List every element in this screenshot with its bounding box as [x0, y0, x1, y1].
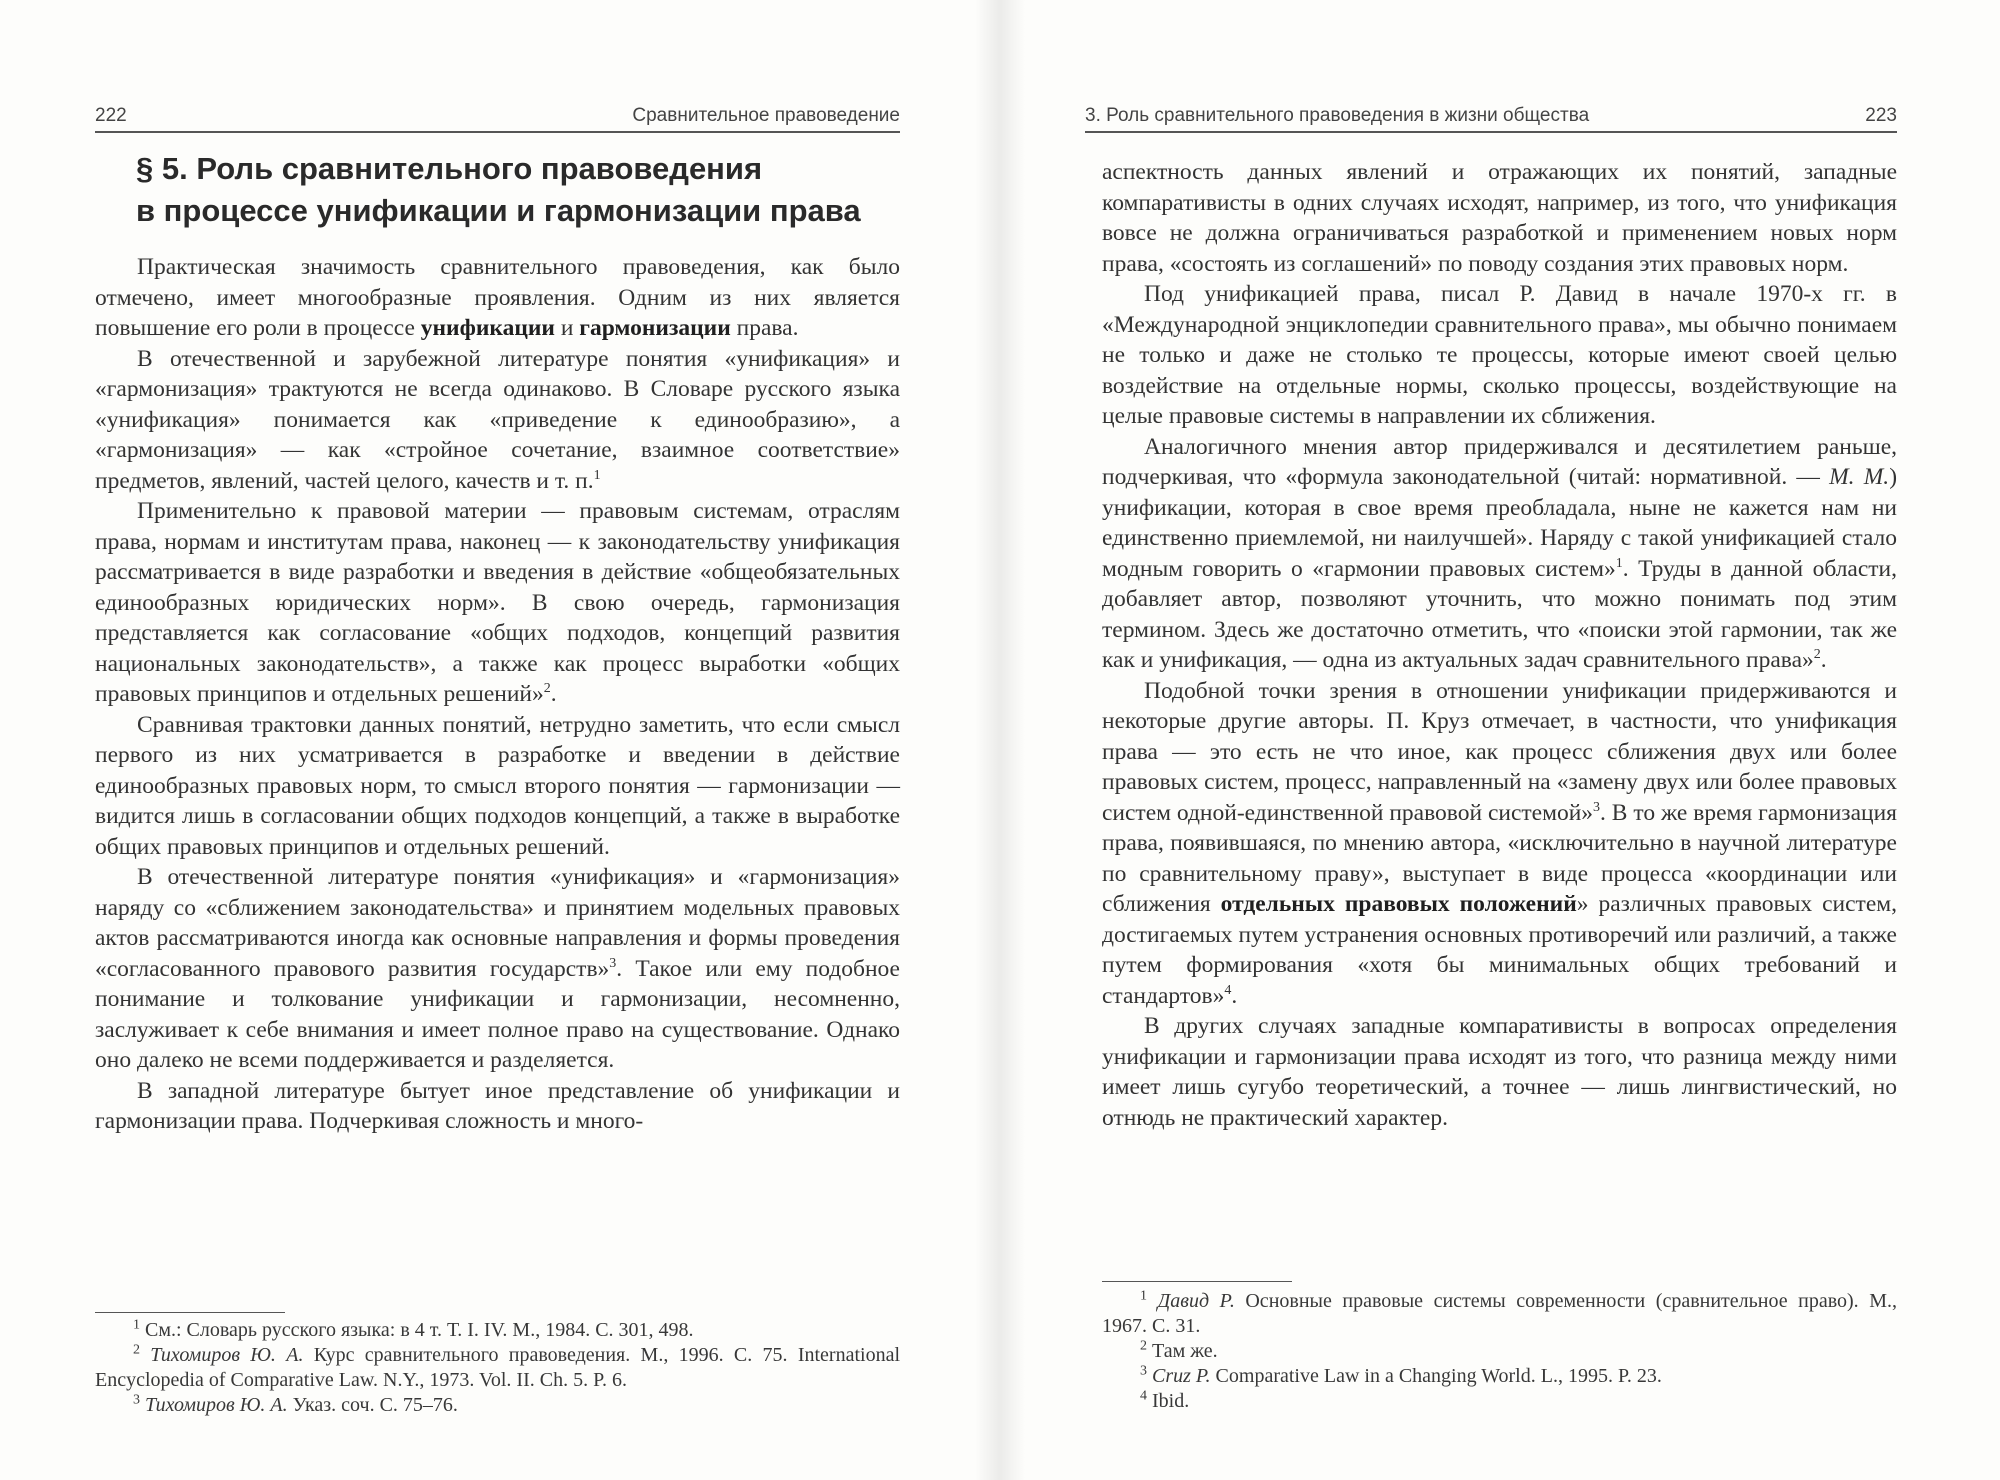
footnote-ref[interactable]: 3	[609, 955, 617, 971]
left-running-title: Сравнительное правоведение	[632, 105, 900, 126]
footnote: $^1$ См.: Словарь русского языка: в 4 т. Т. I. IV. М., 1984. С. 301, 498.	[133, 1317, 694, 1341]
footnote-author: Тихомиров Ю. А.	[140, 1394, 288, 1416]
left-page-number: 222	[95, 105, 127, 126]
footnote-ref[interactable]: 1	[1615, 555, 1623, 571]
footnote-divider	[1102, 1281, 1292, 1282]
paragraph: Подобной точки зрения в отношении унификации придерживаются и некоторые другие авторы. П. Круз отмечает, в частности, что унификация права — это есть не что иное, как процесс сближения двух или более правовых систем, процесс, направленный на «замену двух или более правовых систем одной-единственной правовой системой»$^3$. В то же время гармонизация права, появившаяся, по мнению автора, «исключительно в научной литературе по сравнительному праву», выступает в виде процесса «координации или сближения отдельных правовых положений» различных правовых систем, достигаемых путем устранения основных противоречий или различий, а также путем формирования «хотя бы минимальных общих требований и стандартов»$^4$.	[1102, 677, 1897, 1009]
paragraph: В западной литературе бытует иное представление об унификации и гармонизации права. Подчеркивая сложность и много-	[95, 1077, 900, 1134]
footnote-author: Давид Р.	[1147, 1290, 1235, 1312]
footnote-ref[interactable]: 2	[1813, 647, 1821, 663]
section-title-line1: § 5. Роль сравнительного правоведения	[136, 151, 763, 186]
right-page	[1000, 0, 2000, 1480]
footnote-ref[interactable]: 2	[543, 681, 551, 697]
footnote-mark: 3	[133, 1392, 140, 1408]
left-page-body	[95, 252, 900, 1137]
footnote-mark: 4	[1140, 1388, 1147, 1404]
bold-term-provisions: отдельных правовых положений	[1220, 891, 1577, 917]
paragraph: В других случаях западные компаративисты в вопросах определения унификации и гармонизации права исходят из того, что разница между ними имеет лишь сугубо теоретический, а точнее — лишь лингвистический, но отнюдь не практический характер.	[1102, 1013, 1897, 1131]
footnote-ref[interactable]: 3	[1593, 799, 1601, 815]
footnote: $^3$ Cruz P. Comparative Law in a Changing World. L., 1995. P. 23.	[1140, 1363, 1662, 1387]
paragraph: Сравнивая трактовки данных понятий, нетрудно заметить, что если смысл первого из них усматривается в разработке и введении в действие единообразных правовых норм, то смысл второго понятия — гармонизации — видится лишь в согласовании общих подходов концепций, а также в выработке общих правовых принципов и отдельных решений.	[95, 711, 900, 860]
right-page-body	[1102, 157, 1897, 1133]
right-page-number: 223	[1865, 105, 1897, 126]
paragraph: Под унификацией права, писал Р. Давид в начале 1970-х гг. в «Международной энциклопедии сравнительного права», мы обычно понимаем не только и даже не столько те процессы, которые имеют своей целью воздействие на отдельные нормы, сколько процессы, воздействующие на целые правовые системы в направлении их сближения.	[1102, 281, 1897, 429]
paragraph: Аналогичного мнения автор придерживался и десятилетием раньше, подчеркивая, что «формула законодательной (читай: нормативной. — М. М.) унификации, которая в свое время преобладала, ныне не кажется нам ни единственно приемлемой, ни наилучшей». Наряду с такой унификацией стало модным говорить о «гармонии правовых систем»$^1$. Труды в данной области, добавляет автор, позволяют уточнить, что можно понимать под этим термином. Здесь же достаточно отметить, что «поиски этой гармонии, так же как и унификация, — одна из актуальных задач сравнительного права»$^2$.	[1102, 433, 1898, 673]
section-title-line2: в процессе унификации и гармонизации права	[136, 193, 861, 228]
footnote: $^4$ Ibid.	[1140, 1388, 1190, 1412]
footnote-mark: 1	[1140, 1288, 1147, 1304]
right-footnotes	[1102, 1289, 1897, 1414]
footnote: $^1$ Давид Р. Основные правовые системы современности (сравнительное право). М., 1967. С. 31.	[1102, 1288, 1897, 1337]
footnote: $^3$ Тихомиров Ю. А. Указ. соч. С. 75–76.	[133, 1392, 458, 1416]
bold-term-harmonization: гармонизации	[579, 315, 731, 341]
footnote-mark: 3	[1140, 1363, 1147, 1379]
right-running-title: 3. Роль сравнительного правоведения в жизни общества	[1085, 105, 1590, 126]
right-page-header	[1085, 95, 1897, 133]
footnote-ref[interactable]: 1	[593, 467, 601, 483]
paragraph: Применительно к правовой материи — правовым системам, отраслям права, нормам и институтам права, наконец — к законодательству унификация рассматривается в виде разработки и введения в действие «общеобязательных единообразных юридических норм». В свою очередь, гармонизация представляется как согласование «общих подходов, концепций развития национальных законодательств», а также как процесс выработки «общих правовых принципов и отдельных решений»$^2$.	[95, 498, 900, 707]
footnote-mark: 2	[1140, 1338, 1147, 1354]
left-page-header	[95, 95, 900, 133]
footnote: $^2$ Там же.	[1140, 1338, 1218, 1362]
footnote-ref[interactable]: 4	[1224, 982, 1232, 998]
footnote-mark: 1	[133, 1317, 140, 1333]
paragraph: аспектность данных явлений и отражающих их понятий, западные компаративисты в одних случаях исходят, например, из того, что унификация вовсе не должна ограничиваться разработкой и применением новых норм права, «состоять из соглашений» по поводу создания этих правовых норм.	[1102, 159, 1897, 277]
left-footnotes	[95, 1318, 900, 1418]
bold-term-unification: унификации	[420, 315, 555, 341]
paragraph: В отечественной и зарубежной литературе понятия «унификация» и «гармонизация» трактуются не всегда одинаково. В Словаре русского языка «унификация» понимается как «приведение к единообразию», а «гармонизация» — как «стройное сочетание, взаимное соответствие» предметов, явлений, частей целого, качеств и т. п.$^1$	[95, 345, 900, 494]
footnote-author: Cruz P.	[1147, 1365, 1211, 1387]
paragraph: Практическая значимость сравнительного правоведения, как было отмечено, имеет многообразные проявления. Одним из них является повышение его роли в процессе унификации и гармонизации права.	[95, 254, 900, 341]
section-title	[136, 148, 916, 232]
paragraph: В отечественной литературе понятия «унификация» и «гармонизация» наряду со «сближением законодательства» и принятием модельных правовых актов рассматриваются иногда как основные направления и формы проведения «согласованного правового развития государств»$^3$. Такое или ему подобное понимание и толкование унификации и гармонизации, несомненно, заслуживает к себе внимания и имеет полное право на существование. Однако оно далеко не всеми поддерживается и разделяется.	[95, 864, 900, 1073]
author-initials: М. М.	[1829, 464, 1890, 490]
footnote-divider	[95, 1312, 285, 1313]
footnote-author: Тихомиров Ю. А.	[140, 1344, 304, 1366]
footnote-mark: 2	[133, 1342, 140, 1358]
footnote: $^2$ Тихомиров Ю. А. Курс сравнительного правоведения. М., 1996. С. 75. International Encyclopedia of Comparative Law. N.Y., 1973. Vol. II. Ch. 5. P. 6.	[95, 1342, 900, 1391]
